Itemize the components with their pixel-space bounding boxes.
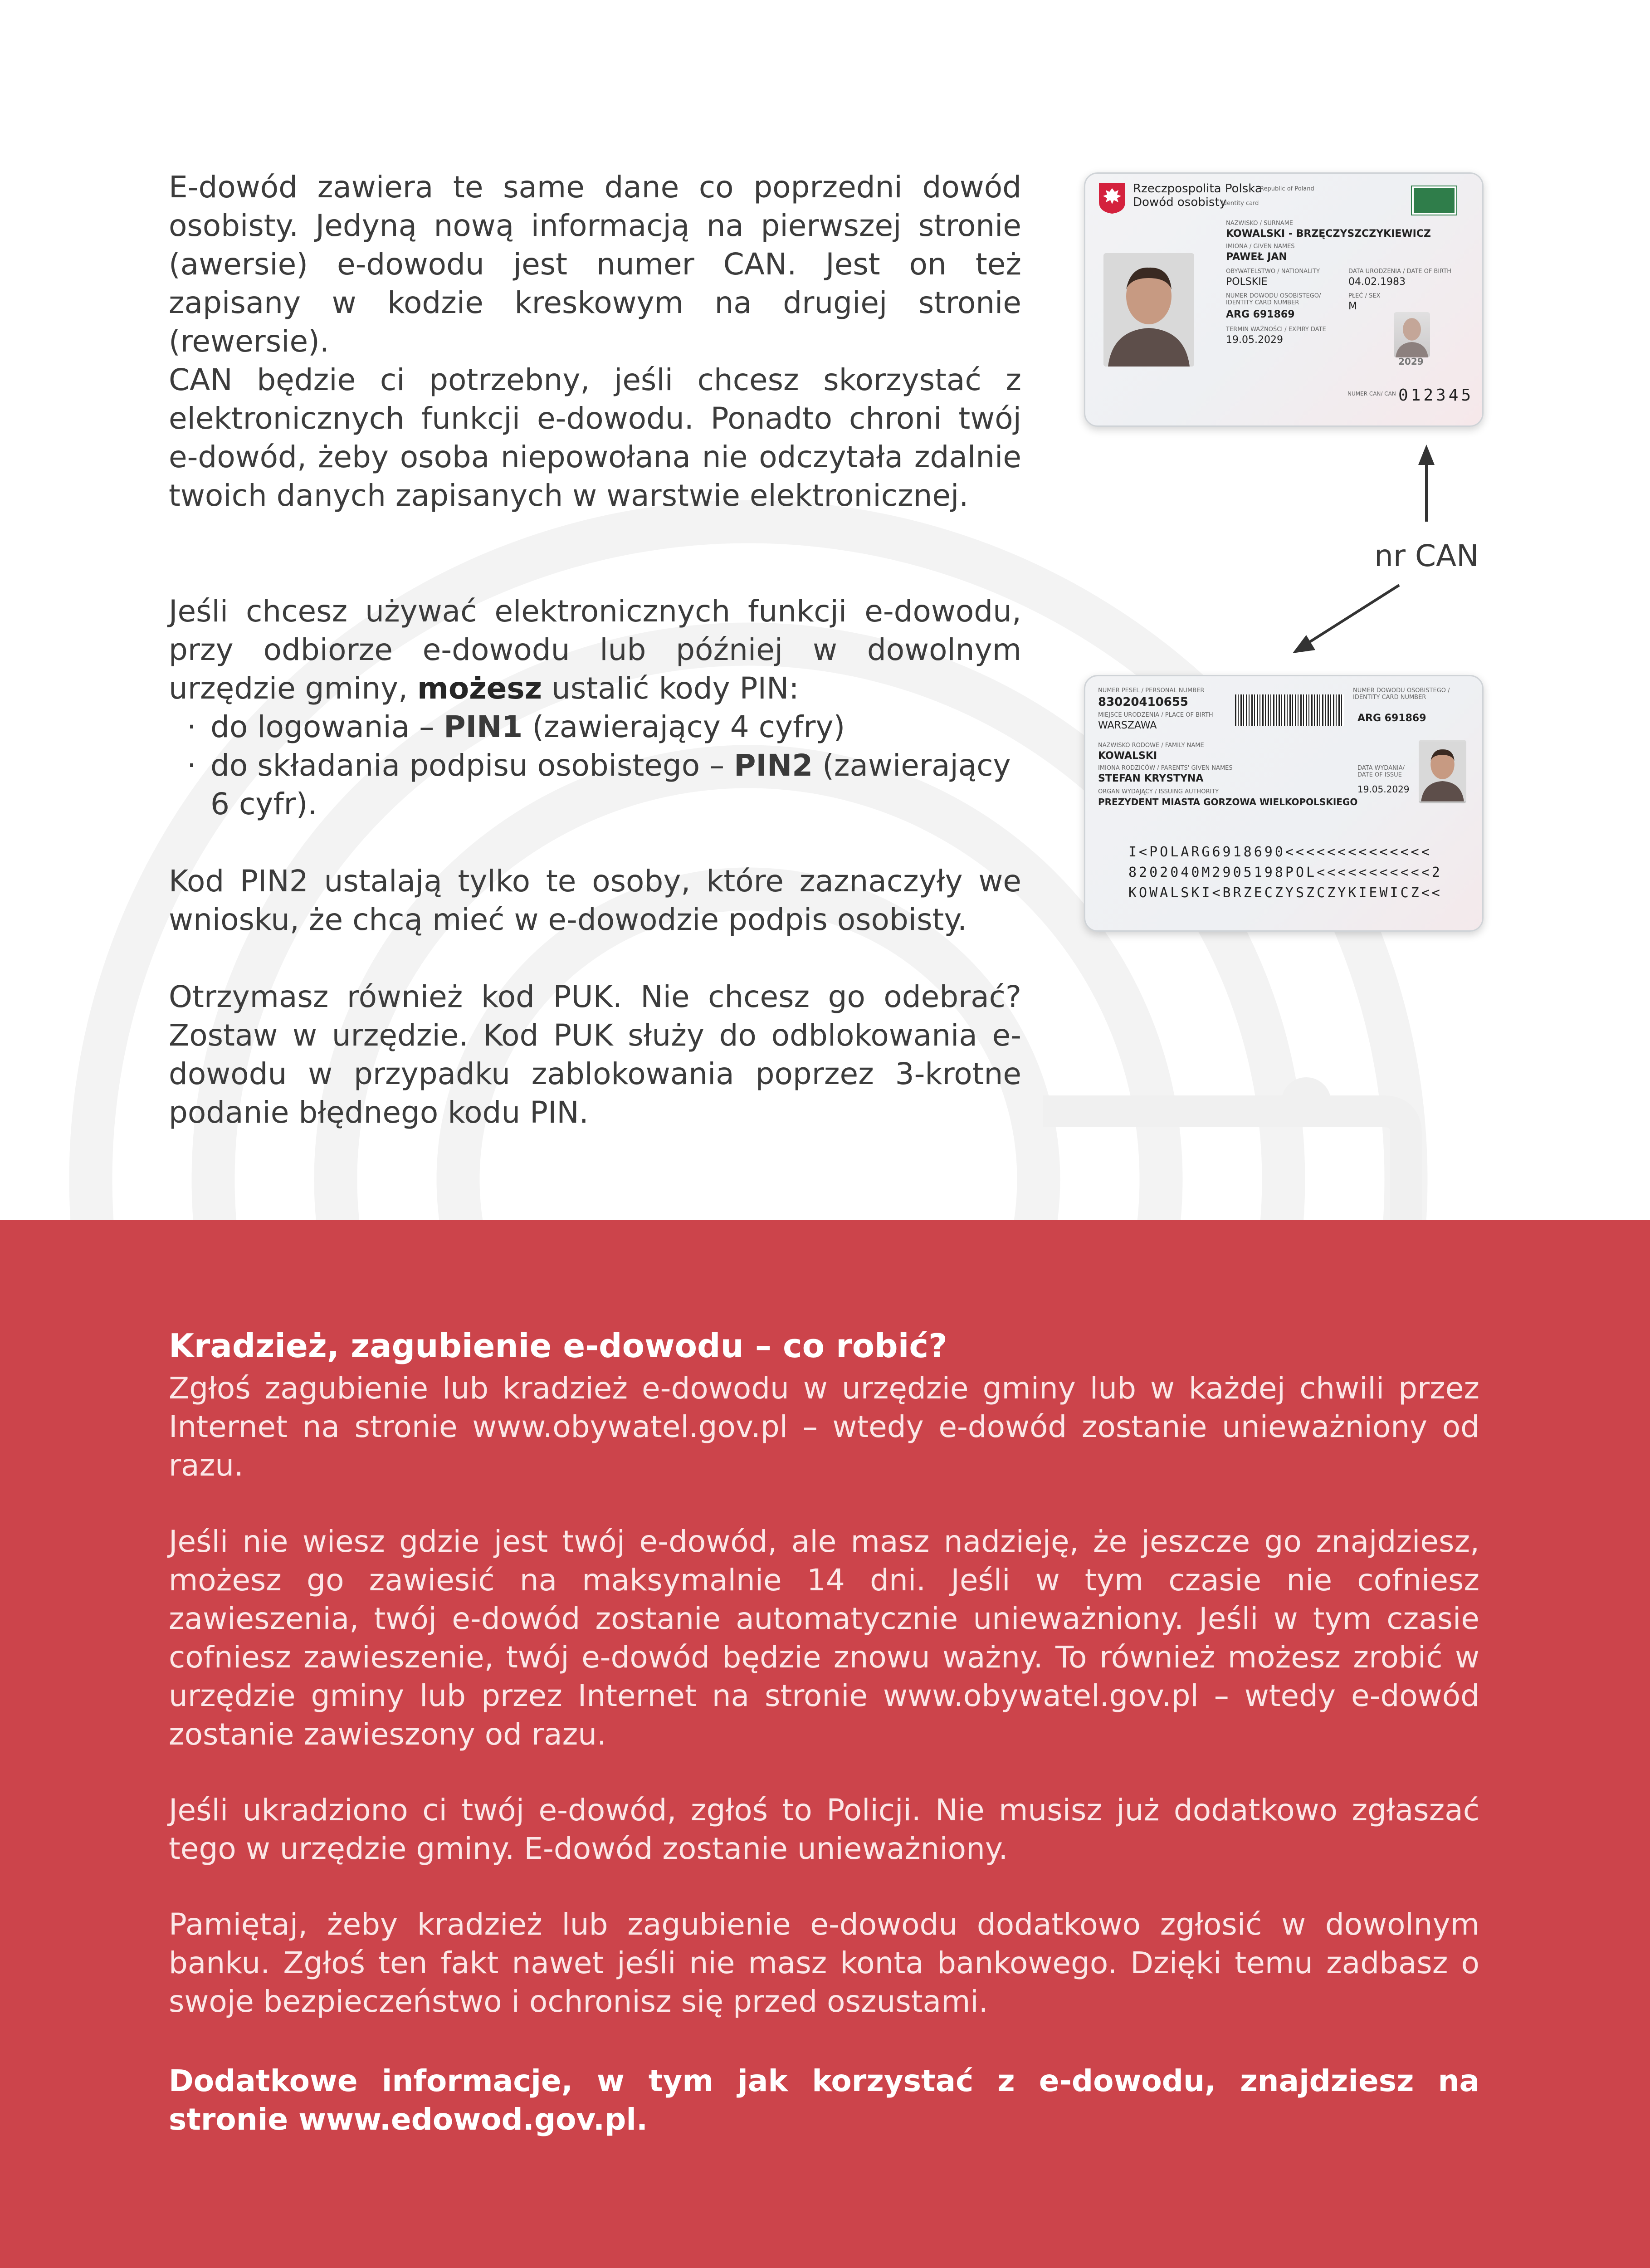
issuing-authority-value: PREZYDENT MIASTA GORZOWA WIELKOPOLSKIEGO	[1098, 797, 1358, 807]
puk-paragraph: Otrzymasz również kod PUK. Nie chcesz go odebrać? Zostaw w urzędzie. Kod PUK służy do odblokowania e-dowodu w przypadku zablokowania poprzez 3-krotne podanie błędnego kodu PIN.	[169, 979, 1021, 1130]
dob-label: DATA URODZENIA / DATE OF BIRTH	[1348, 268, 1451, 275]
nationality-value: POLSKIE	[1226, 276, 1268, 288]
given-names-value: PAWEŁ JAN	[1226, 251, 1287, 263]
expiry-label: TERMIN WAŻNOŚCI / EXPIRY DATE	[1226, 326, 1326, 333]
police-paragraph: Jeśli ukradziono ci twój e-dowód, zgłoś to Policji. Nie musisz już dodatkowo zgłaszać tego w urzędzie gminy. E-dowód zostanie unieważniony.	[169, 1793, 1479, 1866]
watermark-year: 2029	[1398, 356, 1424, 367]
mrz-line-3: KOWALSKI<BRZECZYSZCZYKIEWICZ<<	[1128, 885, 1442, 901]
bullet2-bold: PIN2	[734, 748, 813, 783]
card-doc-title: Dowód osobisty	[1133, 196, 1227, 209]
mrz-line-2: 8202040M2905198POL<<<<<<<<<<<2	[1128, 865, 1442, 880]
nationality-label: OBYWATELSTWO / NATIONALITY	[1226, 268, 1320, 275]
parents-names-label: IMIONA RODZICÓW / PARENTS' GIVEN NAMES	[1098, 765, 1233, 772]
surname-value: KOWALSKI - BRZĘCZYSZCZYKIEWICZ	[1226, 228, 1431, 240]
can-paragraph: CAN będzie ci potrzebny, jeśli chcesz skorzystać z elektronicznych funkcji e-dowodu. Ponadto chroni twój e-dowód, żeby osoba niepowołana nie odczytała zdalnie twoich danych zapisanych w warstwie elektronicznej.	[169, 362, 1021, 513]
report-loss-paragraph: Zgłoś zagubienie lub kradzież e-dowodu w urzędzie gminy lub w każdej chwili przez Internet na stronie www.obywatel.gov.pl – wtedy e-dowód zostanie unieważniony od razu.	[169, 1371, 1479, 1483]
bullet1-bold: PIN1	[444, 709, 523, 744]
can-number-value: 012345	[1398, 386, 1474, 405]
parents-names-value: STEFAN KRYSTYNA	[1098, 773, 1204, 784]
card-number-value: ARG 691869	[1226, 309, 1295, 320]
pin-intro-bold: możesz	[417, 671, 542, 706]
pesel-value: 83020410655	[1098, 695, 1188, 709]
family-name-value: KOWALSKI	[1098, 750, 1157, 762]
pin-intro-text-a: Jeśli chcesz używać elektronicznych funkcji e-dowodu, przy odbiorze e-dowodu lub później w dowolnym urzędzie gminy,	[169, 594, 1021, 706]
pin-list-item	[169, 746, 1021, 823]
bullet2-text-a: do składania podpisu osobistego –	[210, 748, 734, 783]
pesel-label: NUMER PESEL / PERSONAL NUMBER	[1098, 687, 1205, 694]
bullet1-text-b: (zawierający 4 cyfry)	[522, 709, 845, 744]
can-number-label: NUMER CAN/ CAN	[1347, 391, 1396, 397]
sex-value: M	[1348, 301, 1357, 312]
mrz-line-1: I<POLARG6918690<<<<<<<<<<<<<<	[1128, 844, 1432, 860]
bank-paragraph: Pamiętaj, żeby kradzież lub zagubienie e-dowodu dodatkowo zgłosić w dowolnym banku. Zgłoś ten fakt nawet jeśli nie masz konta bankowego. Dzięki temu zadbasz o swoje bezpieczeństwo i ochronisz się przed oszustami.	[169, 1907, 1479, 2019]
more-info-paragraph: Dodatkowe informacje, w tym jak korzystać z e-dowodu, znajdziesz na stronie www.edowod.gov.pl.	[169, 2063, 1479, 2137]
can-arrow-label: nr CAN	[1374, 538, 1479, 573]
back-card-number-label: NUMER DOWODU OSOBISTEGO / IDENTITY CARD NUMBER	[1353, 687, 1450, 701]
intro-paragraph: E-dowód zawiera te same dane co poprzedni dowód osobisty. Jedyną nową informacją na pierwszej stronie (awersie) e-dowodu jest numer CAN. Jest on też zapisany w kodzie kreskowym na drugiej stronie (rewersie).	[169, 170, 1021, 359]
bullet1-text-a: do logowania –	[210, 709, 444, 744]
surname-label: NAZWISKO / SURNAME	[1226, 220, 1294, 227]
theft-loss-section	[0, 1220, 1650, 2268]
pin-list	[169, 708, 1021, 823]
expiry-value: 19.05.2029	[1226, 334, 1283, 346]
card-number-label: NUMER DOWODU OSOBISTEGO/ IDENTITY CARD NUMBER	[1226, 293, 1321, 306]
card-doc-title-en: Identity card	[1221, 200, 1259, 207]
pin2-paragraph: Kod PIN2 ustalają tylko te osoby, które zaznaczyły we wniosku, że chcą mieć w e-dowodzie podpis osobisty.	[169, 864, 1021, 937]
id-card-back-image	[1084, 675, 1484, 932]
back-holder-photo	[1419, 740, 1466, 803]
suspend-paragraph: Jeśli nie wiesz gdzie jest twój e-dowód, ale masz nadzieję, że jeszcze go znajdziesz, możesz go zawiesić na maksymalnie 14 dni. Jeśli w tym czasie nie cofniesz zawieszenia, twój e-dowód zostanie automatycznie unieważniony. Jeśli w tym czasie cofniesz zawieszenie, twój e-dowód będzie znowu ważny. To również możesz zrobić w urzędzie gminy lub przez Internet na stronie www.obywatel.gov.pl – wtedy e-dowód zostanie zawieszony od razu.	[169, 1524, 1479, 1752]
issue-date-label: DATA WYDANIA/ DATE OF ISSUE	[1357, 765, 1405, 778]
sex-label: PŁEĆ / SEX	[1348, 293, 1381, 299]
can-arrows	[0, 0, 1650, 680]
place-of-birth-label: MIEJSCE URODZENIA / PLACE OF BIRTH	[1098, 712, 1213, 719]
dob-value: 04.02.1983	[1348, 276, 1406, 288]
issue-date-value: 19.05.2029	[1357, 784, 1410, 795]
pin-intro-text-b: ustalić kody PIN:	[542, 671, 799, 706]
given-names-label: IMIONA / GIVEN NAMES	[1226, 243, 1295, 250]
back-card-number-value: ARG 691869	[1357, 713, 1426, 724]
card-country: Rzeczpospolita Polska	[1133, 182, 1262, 196]
arrow-up-icon	[1418, 445, 1435, 465]
card-country-en: Republic of Poland	[1260, 186, 1314, 192]
place-of-birth-value: WARSZAWA	[1098, 720, 1157, 731]
issuing-authority-label: ORGAN WYDAJĄCY / ISSUING AUTHORITY	[1098, 788, 1219, 795]
barcode-icon	[1235, 694, 1344, 726]
theft-loss-heading: Kradzież, zagubienie e-dowodu – co robić?	[169, 1327, 947, 1365]
pin-list-item	[169, 708, 1021, 746]
family-name-label: NAZWISKO RODOWE / FAMILY NAME	[1098, 742, 1204, 749]
bullet2-text-b: (zawierający 6 cyfr).	[210, 748, 1011, 821]
arrow-down-left-icon	[1293, 635, 1315, 653]
